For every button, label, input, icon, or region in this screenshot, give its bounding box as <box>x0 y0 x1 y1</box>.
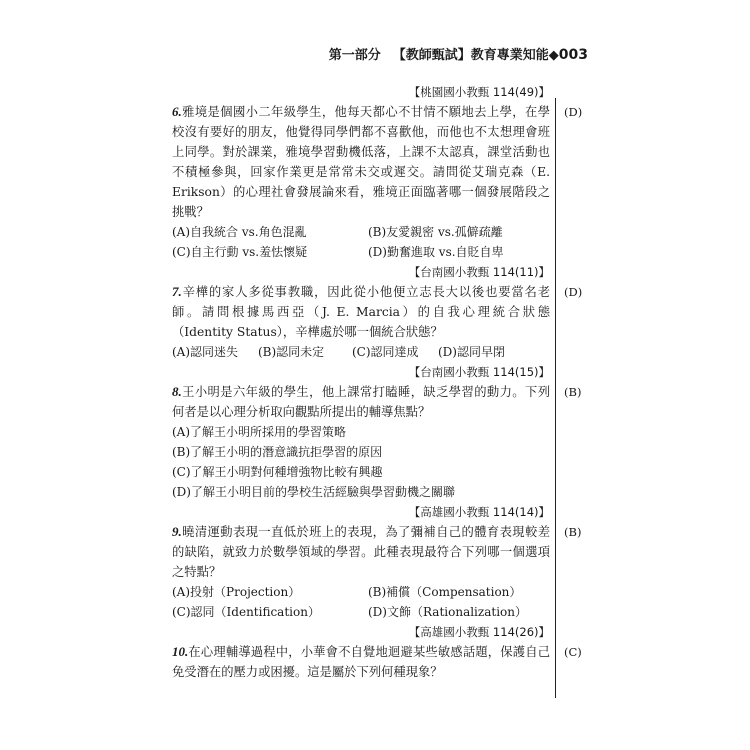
question-9 <box>172 522 582 622</box>
question-10 <box>172 642 582 682</box>
page-header <box>329 44 588 63</box>
header-part: 第一部分 <box>328 48 381 63</box>
question-8 <box>172 382 582 502</box>
option-c: (C)認同（Identification） <box>172 605 320 619</box>
option-c: (C)認同達成 <box>352 345 419 359</box>
options <box>172 582 550 622</box>
option-b: (B)了解王小明的潛意識抗拒學習的原因 <box>172 445 383 459</box>
question-source: 【高雄國小教甄 114(26)】 <box>408 625 550 639</box>
question-number: 10. <box>172 644 189 659</box>
option-a: (A)投射（Projection） <box>172 585 301 599</box>
answer-label: (B) <box>564 385 582 399</box>
question-6 <box>172 102 583 262</box>
option-a: (A)自我統合 vs.角色混亂 <box>172 225 307 239</box>
options <box>172 222 550 262</box>
options <box>172 422 550 502</box>
option-d: (D)認同早閉 <box>438 345 505 359</box>
question-number: 8. <box>172 384 182 399</box>
answer-label: (D) <box>564 105 583 119</box>
question-number: 7. <box>172 284 182 299</box>
question-number: 9. <box>172 524 182 539</box>
question-source: 【台南國小教甄 114(11)】 <box>408 265 550 279</box>
option-c: (C)自主行動 vs.羞怯懷疑 <box>172 245 308 259</box>
question-list <box>172 82 583 682</box>
question-text: 6.雅境是個國小二年級學生，他每天都心不甘情不願地去上學，在學校沒有要好的朋友，他覺得同學們都不喜歡他，而他也不太想理會班上同學。對於課業，雅境學習動機低落，上課不太認真，課堂活動也不積極參與，回家作業更是常常未交或遲交。請問從艾瑞克森（E. Erikson）的心理社會發展論來看，雅境正面臨著哪一個發展階段之挑戰？ <box>172 104 550 219</box>
option-d: (D)文飾（Rationalization） <box>368 605 527 619</box>
question-source: 【高雄國小教甄 114(14)】 <box>408 505 550 519</box>
question-number: 6. <box>172 104 182 119</box>
header-section: 【教師甄試】教育專業知能 <box>392 48 549 63</box>
question-text: 9.曉清運動表現一直低於班上的表現，為了彌補自己的體育表現較差的缺陷，就致力於數學領域的學習。此種表現最符合下列哪一個選項之特點？ <box>172 524 550 579</box>
option-d: (D)勤奮進取 vs.自貶自卑 <box>368 245 504 259</box>
header-diamond: ◆ <box>548 48 559 63</box>
option-d: (D)了解王小明目前的學校生活經驗與學習動機之關聯 <box>172 485 455 499</box>
question-7 <box>172 282 583 362</box>
question-source: 【桃園國小教甄 114(49)】 <box>408 85 550 99</box>
question-text: 7.辛樺的家人多從事教職，因此從小他便立志長大以後也要當名老師。請問根據馬西亞（J. E. Marcia）的自我心理統合狀態（Identity Status），辛樺處於哪一個統合狀態？ <box>172 284 550 339</box>
question-source: 【台南國小教甄 114(15)】 <box>408 365 550 379</box>
answer-label: (C) <box>564 645 582 659</box>
answer-label: (B) <box>564 525 582 539</box>
answer-column-divider <box>555 98 556 698</box>
options <box>172 342 550 362</box>
question-text: 8.王小明是六年級的學生，他上課常打瞌睡，缺乏學習的動力。下列何者是以心理分析取向觀點所提出的輔導焦點？ <box>172 384 550 419</box>
page-number: 003 <box>558 47 588 63</box>
answer-label: (D) <box>564 285 583 299</box>
option-b: (B)認同未定 <box>258 345 325 359</box>
option-b: (B)友愛親密 vs.孤僻疏離 <box>368 225 503 239</box>
option-b: (B)補償（Compensation） <box>368 585 522 599</box>
question-text: 10.在心理輔導過程中，小華會不自覺地迴避某些敏感話題，保護自己免受潛在的壓力或困擾。這是屬於下列何種現象？ <box>172 644 550 679</box>
option-c: (C)了解王小明對何種增強物比較有興趣 <box>172 465 383 479</box>
option-a: (A)了解王小明所採用的學習策略 <box>172 425 347 439</box>
option-a: (A)認同迷失 <box>172 345 239 359</box>
